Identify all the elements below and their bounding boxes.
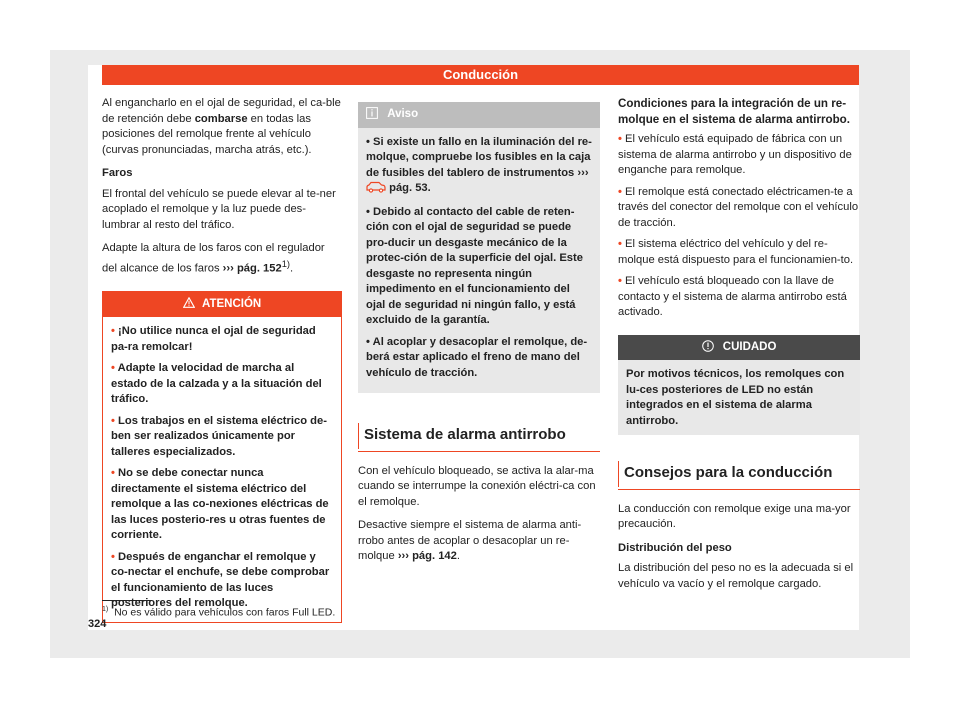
info-icon xyxy=(366,107,378,123)
care-header xyxy=(618,335,860,361)
section-title-alarm: Sistema de alarma antirrobo xyxy=(358,427,600,452)
note-body xyxy=(358,128,600,394)
footnote-marker: 1) xyxy=(281,258,291,269)
note-item: • Debido al contacto del cable de reten-ción con el ojal de seguridad se puede pro-ducir un desgaste mecánico de la protec-ción de la superficie del ojal. Este desgaste no representa ningún impedimento en el funcionamiento del ojal de seguridad ni ningún fallo, y está excluido de la garantía. xyxy=(366,205,583,326)
note-item: • Al acoplar y desacoplar el remolque, de-berá estar aplicado el freno de mano del vehículo de tracción. xyxy=(366,335,588,379)
column-right xyxy=(618,96,860,600)
warning-triangle-icon xyxy=(183,297,195,313)
conditions-item: • El remolque está conectado eléctricamen-te a través del conector del remolque con el vehículo de tracción. xyxy=(618,185,859,229)
column-left xyxy=(102,96,342,623)
warning-item: • Adapte la velocidad de marcha al estado de la calzada y a la situación del tráfico. xyxy=(111,362,322,406)
page-reference-link[interactable]: ››› xyxy=(577,166,589,179)
note-box xyxy=(358,102,600,393)
conditions-item: • El vehículo está equipado de fábrica con un sistema de alarma antirrobo y un dispositivo de enganche para remolque. xyxy=(618,133,852,176)
conditions-item: • El sistema eléctrico del vehículo y del re-molque está dispuesto para el funcionamien-to. xyxy=(618,238,854,266)
exclamation-circle-icon xyxy=(702,340,714,356)
warning-item: • No se debe conectar nunca directamente el sistema eléctrico del remolque a las co-nexiones eléctricas de las luces posterio-res u otras fuentes de corriente. xyxy=(111,467,329,542)
alarm-paragraph-2: Desactive siempre el sistema de alarma anti-rrobo antes de acoplar o desacoplar un re-molque ››› pág. 142. xyxy=(358,519,582,562)
warning-item: • Después de enganchar el remolque y co-nectar el enchufe, se debe comprobar el funcionamiento de las luces posteriores del remolque. xyxy=(111,550,330,610)
car-icon xyxy=(366,181,386,199)
column-middle xyxy=(358,102,600,573)
chapter-header xyxy=(102,65,859,85)
driving-paragraph-1: La conducción con remolque exige una ma-yor precaución. xyxy=(618,502,851,530)
note-title: Aviso xyxy=(387,108,419,120)
warning-header xyxy=(103,292,341,318)
page-reference-link[interactable]: ››› pág. 142 xyxy=(397,550,457,562)
care-body: Por motivos técnicos, los remolques con lu-ces posteriores de LED no están integrados en el sistema de alarma antirrobo. xyxy=(618,360,860,435)
section-title-driving-tips: Consejos para la conducción xyxy=(618,465,860,490)
faros-paragraph-1: El frontal del vehículo se puede elevar al te-ner acoplado el remolque y la luz puede des-lumbrar al resto del tráfico. xyxy=(102,187,336,231)
weight-paragraph: La distribución del peso no es la adecuada si el vehículo va vacío y el remolque cargado. xyxy=(618,562,854,590)
warning-item: • ¡No utilice nunca el ojal de seguridad pa-ra remolcar! xyxy=(111,325,316,353)
faros-heading: Faros xyxy=(102,167,133,179)
page-reference-link[interactable]: ››› pág. 152 xyxy=(222,262,282,275)
alarm-paragraph-1: Con el vehículo bloqueado, se activa la alar-ma cuando se interrumpe la conexión eléctri-ca con el remolque. xyxy=(358,464,596,508)
warning-box xyxy=(102,291,342,623)
warning-item: • Los trabajos en el sistema eléctrico de-ben ser realizados únicamente por talleres especializados. xyxy=(111,414,327,458)
conditions-item: • El vehículo está bloqueado con la llave de contacto y el sistema de alarma antirrobo está activado. xyxy=(618,275,847,318)
note-header xyxy=(358,102,600,128)
page-number: 324 xyxy=(88,618,107,630)
warning-body xyxy=(103,317,341,622)
footnote-divider xyxy=(102,600,152,601)
weight-heading: Distribución del peso xyxy=(618,541,732,554)
faros-paragraph-2: Adapte la altura de los faros con el regulador del alcance de los faros ››› pág. 152$^{1)}$. xyxy=(102,242,325,275)
conditions-heading: Condiciones para la integración de un re-molque en el sistema de alarma antirrobo. xyxy=(618,97,850,126)
footnote: $^{1)}$ No es válido para vehículos con faros Full LED. xyxy=(102,606,336,619)
warning-title: ATENCIÓN xyxy=(202,297,262,310)
chapter-title: Conducción xyxy=(442,67,519,82)
note-item: • Si existe un fallo en la iluminación del re-molque, compruebe los fusibles en la caja de fusibles del tablero de instrumentos ››› pág. 53. xyxy=(366,135,592,199)
intro-paragraph: Al engancharlo en el ojal de seguridad, el ca-ble de retención debe combarse en todas las posiciones del remolque frente al vehículo (curvas pronunciadas, marcha atrás, etc.). xyxy=(102,97,341,156)
care-box xyxy=(618,335,860,436)
care-title: CUIDADO xyxy=(722,340,777,353)
